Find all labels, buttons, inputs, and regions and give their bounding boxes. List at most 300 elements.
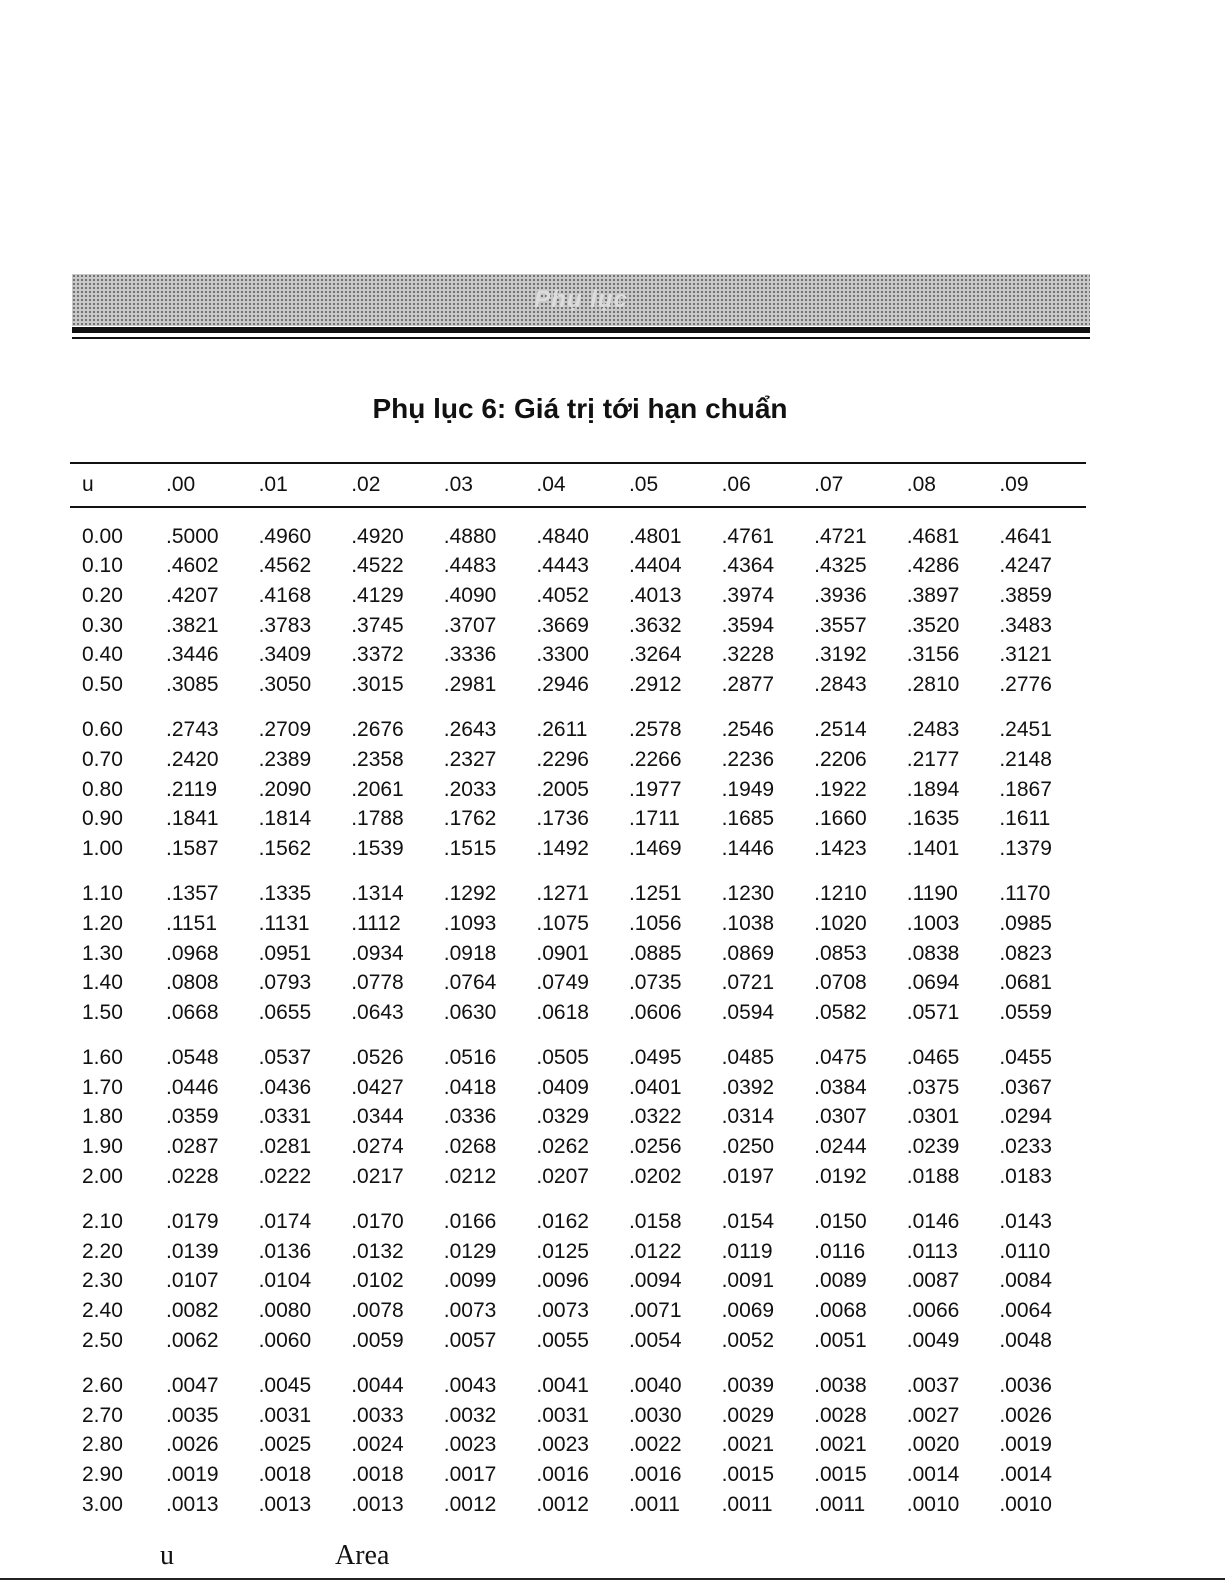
table-row	[70, 909, 1086, 939]
table-cell: .1562	[258, 836, 312, 860]
table-cell: .0446	[166, 1075, 219, 1099]
table-cell: .1446	[721, 836, 775, 860]
table-cell: .0016	[536, 1463, 589, 1487]
table-cell: .1660	[814, 807, 867, 831]
column-header-u: u	[82, 473, 94, 496]
table-cell: .0233	[999, 1135, 1052, 1159]
table-cell: .0026	[999, 1403, 1052, 1427]
table-cell: .0934	[351, 941, 404, 965]
table-cell: .4207	[166, 583, 219, 607]
table-cell: .4129	[351, 583, 404, 607]
table-cell: .0060	[258, 1328, 312, 1352]
table-cell: .0537	[258, 1046, 312, 1070]
table-cell: .0020	[906, 1433, 960, 1457]
table-row	[70, 1073, 1086, 1103]
table-cell: .0091	[721, 1269, 775, 1293]
table-cell: .0968	[166, 941, 219, 965]
table-cell: .0023	[443, 1433, 497, 1457]
table-cell: .0202	[628, 1164, 682, 1188]
table-cell: .0038	[814, 1374, 867, 1398]
table-cell: .0041	[536, 1374, 589, 1398]
row-u-value: 1.30	[82, 941, 123, 965]
table-row	[70, 1162, 1086, 1192]
table-cell: .1314	[351, 882, 404, 906]
table-cell: .3557	[814, 613, 867, 637]
table-row	[70, 880, 1086, 910]
table-cell: .0011	[628, 1492, 680, 1516]
table-cell: .0359	[166, 1105, 219, 1129]
table-cell: .1379	[999, 836, 1052, 860]
table-cell: .0019	[999, 1433, 1052, 1457]
table-cell: .0068	[814, 1299, 867, 1323]
table-cell: .4960	[258, 524, 312, 548]
table-cell: .0107	[166, 1269, 219, 1293]
table-cell: .0022	[628, 1433, 682, 1457]
table-cell: .2709	[258, 718, 312, 742]
table-cell: .1492	[536, 836, 589, 860]
table-cell: .4090	[443, 583, 497, 607]
table-cell: .1515	[443, 836, 497, 860]
table-cell: .2546	[721, 718, 775, 742]
table-cell: .1711	[628, 807, 680, 831]
table-cell: .0287	[166, 1135, 219, 1159]
table-cell: .0307	[814, 1105, 867, 1129]
table-cell: .4247	[999, 554, 1052, 578]
table-cell: .0028	[814, 1403, 867, 1427]
table-cell: .0069	[721, 1299, 775, 1323]
table-cell: .0073	[536, 1299, 589, 1323]
table-cell: .0031	[258, 1403, 312, 1427]
table-cell: .0047	[166, 1374, 219, 1398]
row-u-value: 0.40	[82, 643, 123, 667]
table-cell: .0735	[628, 971, 682, 995]
row-group	[70, 522, 1086, 700]
table-cell: .0436	[258, 1075, 312, 1099]
table-cell: .0055	[536, 1328, 589, 1352]
column-header: .09	[999, 473, 1029, 496]
table-cell: .3121	[999, 643, 1052, 667]
table-cell: .4052	[536, 583, 589, 607]
table-cell: .0749	[536, 971, 589, 995]
table-cell: .2877	[721, 672, 775, 696]
table-cell: .4880	[443, 524, 497, 548]
table-cell: .3936	[814, 583, 867, 607]
table-cell: .0901	[536, 941, 589, 965]
banner-title: Phụ lục	[534, 286, 628, 313]
table-row	[70, 522, 1086, 552]
table-cell: .0268	[443, 1135, 497, 1159]
row-u-value: 0.60	[82, 718, 123, 742]
row-u-value: 0.30	[82, 613, 123, 637]
table-row	[70, 581, 1086, 611]
table-cell: .0043	[443, 1374, 497, 1398]
table-row	[70, 611, 1086, 641]
table-cell: .0582	[814, 1000, 867, 1024]
table-cell: .0139	[166, 1239, 219, 1263]
row-u-value: 0.50	[82, 672, 123, 696]
table-cell: .0869	[721, 941, 775, 965]
table-cell: .3707	[443, 613, 497, 637]
table-cell: .0823	[999, 941, 1052, 965]
table-row	[70, 745, 1086, 775]
table-cell: .0011	[721, 1492, 773, 1516]
table-cell: .4761	[721, 524, 775, 548]
table-cell: .4721	[814, 524, 867, 548]
table-cell: .1131	[258, 911, 310, 935]
table-row	[70, 1460, 1086, 1490]
table-cell: .1357	[166, 882, 219, 906]
column-header: .03	[443, 473, 473, 496]
table-cell: .1292	[443, 882, 497, 906]
footer-labels	[160, 1540, 390, 1572]
table-cell: .0057	[443, 1328, 497, 1352]
table-cell: .2643	[443, 718, 497, 742]
table-cell: .0021	[814, 1433, 867, 1457]
table-row	[70, 1103, 1086, 1133]
table-cell: .0418	[443, 1075, 497, 1099]
row-u-value: 0.90	[82, 807, 123, 831]
table-cell: .0078	[351, 1299, 404, 1323]
table-cell: .3228	[721, 643, 775, 667]
table-cell: .4364	[721, 554, 775, 578]
row-u-value: 0.00	[82, 524, 123, 548]
table-cell: .0010	[999, 1492, 1052, 1516]
table-cell: .0014	[999, 1463, 1052, 1487]
table-cell: .0110	[999, 1239, 1051, 1263]
table-cell: .2743	[166, 718, 219, 742]
table-cell: .4483	[443, 554, 497, 578]
table-cell: .0044	[351, 1374, 404, 1398]
table-cell: .0409	[536, 1075, 589, 1099]
table-row	[70, 670, 1086, 700]
table-cell: .0129	[443, 1239, 497, 1263]
table-cell: .1685	[721, 807, 775, 831]
table-cell: .0392	[721, 1075, 775, 1099]
table-cell: .3015	[351, 672, 404, 696]
column-header: .01	[258, 473, 288, 496]
table-cell: .0071	[628, 1299, 682, 1323]
table-cell: .3897	[906, 583, 960, 607]
table-row	[70, 968, 1086, 998]
table-cell: .0668	[166, 1000, 219, 1024]
row-u-value: 2.70	[82, 1403, 123, 1427]
table-cell: .2578	[628, 718, 682, 742]
table-cell: .0154	[721, 1210, 775, 1234]
table-cell: .0012	[443, 1492, 497, 1516]
table-cell: .2810	[906, 672, 960, 696]
table-cell: .0170	[351, 1210, 404, 1234]
table-cell: .0708	[814, 971, 867, 995]
table-cell: .2266	[628, 747, 682, 771]
table-cell: .0721	[721, 971, 775, 995]
table-cell: .1867	[999, 777, 1052, 801]
table-cell: .2119	[166, 777, 217, 801]
table-cell: .0571	[906, 1000, 960, 1024]
table-header-row	[70, 464, 1086, 506]
table-cell: .0096	[536, 1269, 589, 1293]
table-cell: .0918	[443, 941, 497, 965]
table-cell: .0384	[814, 1075, 867, 1099]
table-cell: .0853	[814, 941, 867, 965]
table-cell: .0174	[258, 1210, 312, 1234]
table-cell: .1587	[166, 836, 219, 860]
table-row	[70, 1132, 1086, 1162]
banner-rule-thin	[72, 337, 1090, 339]
table-row	[70, 1431, 1086, 1461]
table-cell: .0681	[999, 971, 1052, 995]
table-cell: .0197	[721, 1164, 775, 1188]
table-cell: .0281	[258, 1135, 312, 1159]
table-cell: .0025	[258, 1433, 312, 1457]
column-header: .08	[906, 473, 936, 496]
table-cell: .0116	[814, 1239, 866, 1263]
table-cell: .5000	[166, 524, 219, 548]
table-cell: .1762	[443, 807, 497, 831]
table-cell: .4325	[814, 554, 867, 578]
table-cell: .3336	[443, 643, 497, 667]
table-cell: .1423	[814, 836, 867, 860]
row-u-value: 1.70	[82, 1075, 123, 1099]
table-cell: .0764	[443, 971, 497, 995]
row-u-value: 2.40	[82, 1299, 123, 1323]
table-cell: .0033	[351, 1403, 404, 1427]
table-cell: .1003	[906, 911, 960, 935]
table-cell: .0329	[536, 1105, 589, 1129]
column-header: .07	[814, 473, 844, 496]
table-cell: .0951	[258, 941, 312, 965]
table-cell: .0256	[628, 1135, 682, 1159]
table-row	[70, 998, 1086, 1028]
table-cell: .3821	[166, 613, 219, 637]
page-title: Phụ lục 6: Giá trị tới hạn chuẩn	[372, 393, 788, 424]
table-cell: .0035	[166, 1403, 219, 1427]
table-row	[70, 1044, 1086, 1074]
table-row	[70, 804, 1086, 834]
row-group	[70, 1044, 1086, 1192]
table-cell: .1230	[721, 882, 775, 906]
row-u-value: 1.20	[82, 911, 123, 935]
table-cell: .1539	[351, 836, 404, 860]
table-cell: .0294	[999, 1105, 1052, 1129]
table-cell: .1190	[906, 882, 958, 906]
table-cell: .0125	[536, 1239, 589, 1263]
table-row	[70, 552, 1086, 582]
table-cell: .0505	[536, 1046, 589, 1070]
table-cell: .0051	[814, 1328, 867, 1352]
table-cell: .4562	[258, 554, 312, 578]
table-cell: .0838	[906, 941, 960, 965]
table-cell: .3050	[258, 672, 312, 696]
table-row	[70, 716, 1086, 746]
table-cell: .0087	[906, 1269, 960, 1293]
table-cell: .1736	[536, 807, 589, 831]
row-u-value: 1.90	[82, 1135, 123, 1159]
table-cell: .1469	[628, 836, 682, 860]
table-cell: .1271	[536, 882, 589, 906]
table-cell: .0222	[258, 1164, 312, 1188]
table-cell: .0073	[443, 1299, 497, 1323]
table-cell: .0010	[906, 1492, 960, 1516]
table-cell: .1788	[351, 807, 404, 831]
table-cell: .0059	[351, 1328, 404, 1352]
table-cell: .4641	[999, 524, 1052, 548]
banner-rule	[72, 327, 1090, 333]
table-cell: .4522	[351, 554, 404, 578]
table-row	[70, 1207, 1086, 1237]
row-u-value: 3.00	[82, 1492, 123, 1516]
table-cell: .0643	[351, 1000, 404, 1024]
table-cell: .0013	[258, 1492, 312, 1516]
row-u-value: 2.30	[82, 1269, 123, 1293]
row-u-value: 2.20	[82, 1239, 123, 1263]
row-u-value: 1.80	[82, 1105, 123, 1129]
table-cell: .0048	[999, 1328, 1052, 1352]
critical-values-table	[70, 462, 1086, 1519]
table-cell: .3520	[906, 613, 960, 637]
table-cell: .0274	[351, 1135, 404, 1159]
table-cell: .0026	[166, 1433, 219, 1457]
row-u-value: 2.00	[82, 1164, 123, 1188]
table-cell: .2236	[721, 747, 775, 771]
row-u-value: 1.00	[82, 836, 123, 860]
table-cell: .0228	[166, 1164, 219, 1188]
table-cell: .2776	[999, 672, 1052, 696]
table-cell: .0052	[721, 1328, 775, 1352]
table-cell: .1814	[258, 807, 312, 831]
table-cell: .0099	[443, 1269, 497, 1293]
table-cell: .3372	[351, 643, 404, 667]
table-cell: .2514	[814, 718, 867, 742]
table-cell: .0021	[721, 1433, 775, 1457]
table-cell: .0049	[906, 1328, 960, 1352]
table-cell: .0012	[536, 1492, 589, 1516]
row-u-value: 0.70	[82, 747, 123, 771]
table-cell: .0132	[351, 1239, 404, 1263]
table-cell: .2358	[351, 747, 404, 771]
table-cell: .0146	[906, 1210, 960, 1234]
table-cell: .0427	[351, 1075, 404, 1099]
column-header: .05	[628, 473, 659, 496]
table-cell: .0015	[814, 1463, 867, 1487]
table-cell: .4840	[536, 524, 589, 548]
table-cell: .0032	[443, 1403, 497, 1427]
table-cell: .3192	[814, 643, 867, 667]
table-cell: .3483	[999, 613, 1052, 637]
table-cell: .2611	[536, 718, 588, 742]
section-banner	[72, 274, 1090, 326]
table-cell: .0062	[166, 1328, 219, 1352]
table-cell: .3745	[351, 613, 404, 637]
table-cell: .0019	[166, 1463, 219, 1487]
table-cell: .0017	[443, 1463, 497, 1487]
table-cell: .4602	[166, 554, 219, 578]
table-body	[70, 522, 1086, 1519]
table-cell: .0548	[166, 1046, 219, 1070]
row-u-value: 2.10	[82, 1210, 123, 1234]
table-cell: .2327	[443, 747, 497, 771]
table-cell: .0314	[721, 1105, 775, 1129]
table-cell: .2033	[443, 777, 497, 801]
table-cell: .0037	[906, 1374, 960, 1398]
table-cell: .0030	[628, 1403, 682, 1427]
table-cell: .0094	[628, 1269, 682, 1293]
table-cell: .2981	[443, 672, 497, 696]
table-cell: .2420	[166, 747, 219, 771]
table-cell: .0113	[906, 1239, 958, 1263]
table-row	[70, 1326, 1086, 1356]
row-group	[70, 1207, 1086, 1355]
table-cell: .0475	[814, 1046, 867, 1070]
table-cell: .0119	[721, 1239, 773, 1263]
table-cell: .2206	[814, 747, 867, 771]
table-cell: .1170	[999, 882, 1051, 906]
table-cell: .1020	[814, 911, 867, 935]
table-cell: .0559	[999, 1000, 1052, 1024]
table-cell: .1210	[814, 882, 867, 906]
table-cell: .1251	[628, 882, 682, 906]
table-row	[70, 1490, 1086, 1520]
row-u-value: 1.60	[82, 1046, 123, 1070]
row-u-value: 2.50	[82, 1328, 123, 1352]
table-cell: .0192	[814, 1164, 867, 1188]
row-u-value: 1.40	[82, 971, 123, 995]
table-cell: .0244	[814, 1135, 867, 1159]
table-cell: .3594	[721, 613, 775, 637]
table-cell: .0039	[721, 1374, 775, 1398]
row-u-value: 2.60	[82, 1374, 123, 1398]
row-u-value: 0.80	[82, 777, 123, 801]
table-cell: .0018	[351, 1463, 404, 1487]
table-cell: .4443	[536, 554, 589, 578]
table-cell: .1401	[906, 836, 960, 860]
table-cell: .0516	[443, 1046, 497, 1070]
table-cell: .0485	[721, 1046, 775, 1070]
table-cell: .3974	[721, 583, 775, 607]
table-cell: .0465	[906, 1046, 960, 1070]
table-cell: .0655	[258, 1000, 312, 1024]
table-cell: .0082	[166, 1299, 219, 1323]
table-cell: .1841	[166, 807, 219, 831]
table-cell: .3859	[999, 583, 1052, 607]
table-cell: .0018	[258, 1463, 312, 1487]
table-cell: .0166	[443, 1210, 497, 1234]
table-cell: .1611	[999, 807, 1051, 831]
table-cell: .4404	[628, 554, 682, 578]
row-u-value: 1.50	[82, 1000, 123, 1024]
table-cell: .1977	[628, 777, 682, 801]
table-cell: .0014	[906, 1463, 960, 1487]
table-cell: .3300	[536, 643, 589, 667]
table-cell: .0344	[351, 1105, 404, 1129]
table-cell: .1038	[721, 911, 775, 935]
table-cell: .3632	[628, 613, 682, 637]
table-cell: .2177	[906, 747, 960, 771]
table-cell: .0029	[721, 1403, 775, 1427]
table-cell: .0808	[166, 971, 219, 995]
table-cell: .2483	[906, 718, 960, 742]
table-cell: .0150	[814, 1210, 867, 1234]
footer-u-label: u	[160, 1540, 174, 1571]
table-cell: .0188	[906, 1164, 960, 1188]
table-row	[70, 939, 1086, 969]
table-cell: .4286	[906, 554, 960, 578]
table-cell: .3446	[166, 643, 219, 667]
table-header-rule	[70, 506, 1086, 508]
table-cell: .1922	[814, 777, 867, 801]
table-cell: .3409	[258, 643, 312, 667]
table-cell: .2389	[258, 747, 312, 771]
table-cell: .2090	[258, 777, 312, 801]
